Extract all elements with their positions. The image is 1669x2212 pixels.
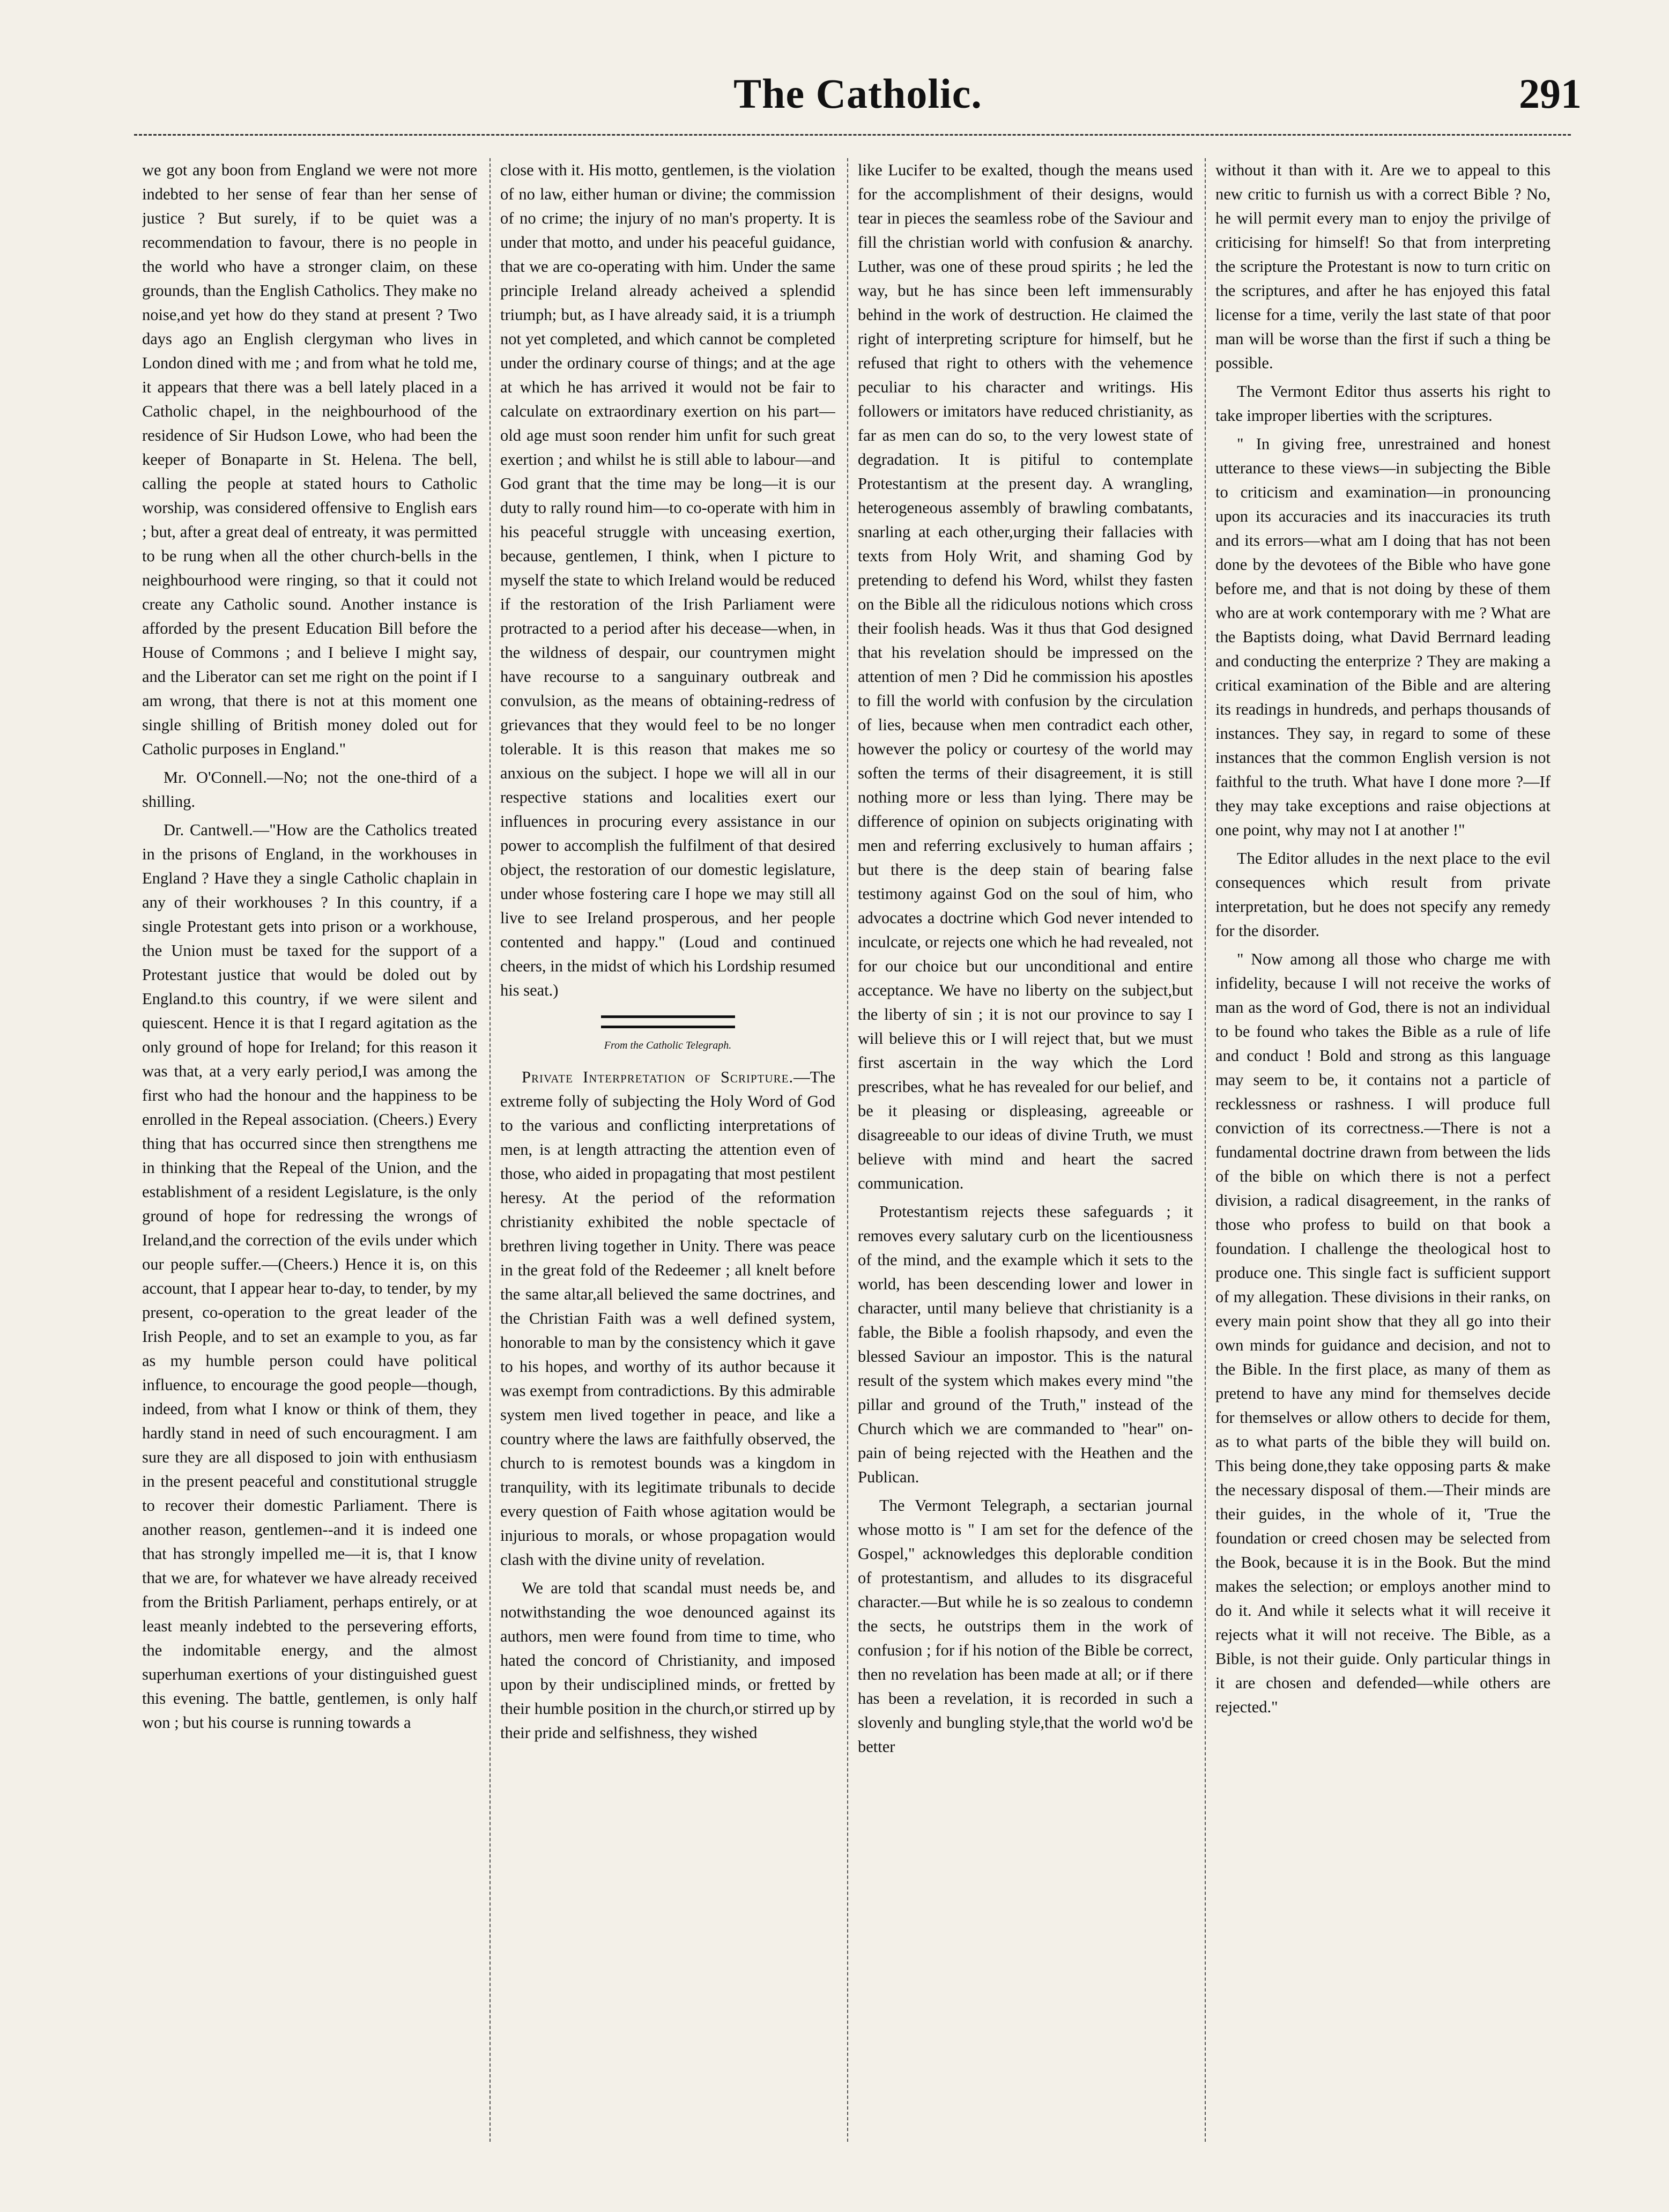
paragraph: The Vermont Telegraph, a sectarian journal whose motto is " I am set for the defence of the Gospel," acknowledges this deplorable condition of protestantism, and alludes to its disgraceful character.—But while he is so zealous to condemn the sects, he outstrips them in the work of confusion ; for if his notion of the Bible be correct, then no revelation has been made at all; or if there has been a revelation, it is recorded in such a slovenly and bungling style,that the world wo'd be better bbox=[858, 1496, 1193, 1756]
article-source: From the Catholic Telegraph. bbox=[604, 1040, 732, 1051]
column-1 bbox=[142, 158, 477, 2142]
column-divider bbox=[847, 158, 848, 2142]
column-divider bbox=[489, 158, 491, 2142]
paragraph: " In giving free, unrestrained and honest utterance to these views—in subjecting the Bible to criticism and examination—in pronouncing upon its accuracies and its inaccuracies its truth and its errors—what am I doing that has not been done by the devotees of the Bible who have gone before me, and that is not doing by these of them who are at work contemporary with me ? What are the Baptists doing, what David Berrnard leading and conducting the enterprize ? They are making a critical examination of the Bible and are altering its readings in hundreds, and perhaps thousands of instances. They say, in regard to some of these instances that the common English version is not faithful to the truth. What have I done more ?—If they may take exceptions and raise objections at one point, why may not I at another !" bbox=[1215, 435, 1551, 839]
paragraph bbox=[500, 1065, 835, 1572]
page-title: The Catholic. bbox=[733, 70, 982, 117]
paragraph: Dr. Cantwell.—"How are the Catholics treated in the prisons of England, in the workhouses in England ? Have they a single Catholic chaplain in any of their workhouses ? In this country, if a single Protestant gets into prison or a workhouse, the Union must be taxed for the support of a Protestant justice that would be doled out by England.to this country, if we were silent and quiescent. Hence it is that I regard agitation as the only ground of hope for Ireland; for this reason it was that, at a very early period,I was among the first who had the honour and the happiness to be enrolled in the Repeal association. (Cheers.) Every thing that has occurred since then strengthens me in thinking that the Repeal of the Union, and the establishment of a resident Legislature, is the only ground of hope for redressing the wrongs of Ireland,and the correction of the evils under which our people suffer.—(Cheers.) Hence it is, on this account, that I appear hear to-day, to tender, by my present, co-operation to the great leader of the Irish People, and to set an example to you, as far as my humble person could have political influence, to encourage the good people—though, indeed, from what I know or think of them, they hardly stand in need of such encouragment. I am sure they are all disposed to join with enthusiasm in the present peaceful and constitutional struggle to recover their domestic Parliament. There is another reason, gentlemen--and it is indeed one that has strongly impelled me—it is, that I know that we are, for whatever we have already received from the British Parliament, perhaps entirely, or at least meanly indebted to the persevering efforts, the indomitable energy, and the almost superhuman exertions of your distinguished guest this evening. The battle, gentlemen, is only half won ; but his course is running towards a bbox=[142, 821, 477, 1732]
paragraph: like Lucifer to be exalted, though the means used for the accomplishment of their designs, would tear in pieces the seamless robe of the Saviour and fill the christian world with confusion & anarchy. Luther, was one of these proud spirits ; he led the way, but he has since been left immensurably behind in the work of destruction. He claimed the right of interpreting scripture for himself, but he refused that right to others with the vehemence peculiar to his character and writings. His followers or imitators have reduced christianity, as far as men can do so, to the very lowest state of degradation. It is pitiful to contemplate Protestantism at the present day. A wrangling, heterogeneous assembly of brawling combatants, snarling at each other,urging their fallacies with texts from Holy Writ, and shaming God by pretending to defend his Word, whilst they fasten on the Bible all the ridiculous notions which cross their foolish heads. Was it thus that God designed that his revelation should be impressed on the attention of men ? Did he commission his apostles to fill the world with confusion by the circulation of lies, because when men contradict each other, however the policy or courtesy of the world may soften the terms of their disagreement, it is still nothing more or less than lying. There may be difference of opinion on subjects originating with men and referring exclusively to human affairs ; but there is the deep stain of bearing false testimony against God on the soul of him, who advocates a doctrine which God never intended to inculcate, or rejects one which he had revealed, not for our choice but our unconditional and entire acceptance. We have no liberty on the subject,but the liberty of sin ; it is not our province to say I will believe this or I will reject that, but we must first ascertain in the way which the Lord prescribes, what he has revealed for our belief, and be it pleasing or displeasing, agreeable or disagreeable to our ideas of divine Truth, we must believe with mind and heart the sacred communication. bbox=[858, 161, 1193, 1192]
section-rule bbox=[601, 1015, 735, 1028]
column-divider bbox=[1205, 158, 1206, 2142]
page-number: 291 bbox=[1519, 70, 1582, 117]
paragraph: we got any boon from England we were not more indebted to her sense of fear than her sense of justice ? But surely, if to be quiet was a recommendation to favour, there is no people in the world who have a stronger claim, on these grounds, than the English Catholics. They make no noise,and yet how do they stand at present ? Two days ago an English clergyman who lives in London dined with me ; and from what he told me, it appears that there was a bell lately placed in a Catholic chapel, in the neighbourhood of the residence of Sir Hudson Lowe, who had been the keeper of Bonaparte in St. Helena. The bell, calling the people at stated hours to Catholic worship, was considered offensive to English ears ; but, after a great deal of entreaty, it was permitted to be rung when all the other church-bells in the neighbourhood were ringing, so that it could not create any Catholic sound. Another instance is afforded by the present Education Bill before the House of Commons ; and I believe I might say, and the Liberator can set me right on the point if I am wrong, that there is not at this moment one single shilling of British money doled out for Catholic purposes in England." bbox=[142, 161, 477, 758]
paragraph: Mr. O'Connell.—No; not the one-third of a shilling. bbox=[142, 768, 477, 811]
column-3 bbox=[858, 158, 1193, 2142]
masthead bbox=[134, 70, 1582, 129]
column-4 bbox=[1215, 158, 1551, 2142]
paragraph: We are told that scandal must needs be, and notwithstanding the woe denounced against its authors, men were found from time to time, who hated the concord of Christianity, and imposed upon by their undisciplined minds, or fretted by their humble position in the church,or stirred up by their pride and selfishness, they wished bbox=[500, 1579, 835, 1742]
paragraph: The Editor alludes in the next place to the evil consequences which result from private interpretation, but he does not specify any remedy for the disorder. bbox=[1215, 849, 1551, 940]
column-2 bbox=[500, 158, 835, 2142]
paragraph: " Now among all those who charge me with infidelity, because I will not receive the works of man as the word of God, there is not an individual to be found who takes the Bible as a rule of life and conduct ! Bold and strong as this language may seem to be, it contains not a particle of recklessness or rashness. I will produce full conviction of its correctness.—There is not a fundamental doctrine drawn from between the lids of the bible on which there is not a perfect division, a radical disagreement, in the ranks of those who profess to build on that book a foundation. I challenge the theological host to produce one. This single fact is sufficient support of my allegation. These divisions in their ranks, on every main point show that they all go into their own minds for guidance and decision, and not to the Bible. In the first place, as many of them as pretend to have any mind for themselves decide for themselves or allow others to decide for them, as to what parts of the bible they will build on. This being done,they take opposing parts & make the necessary disposal of them.—Their minds are their guides, in the whole of it, 'True the foundation or creed chosen may be selected from the Book, because it is in the Book. But the mind makes the selection; or employs another mind to do it. And while it selects what it will receive it rejects what it will not receive. The Bible, as a Bible, is not their guide. Only particular things in it are chosen and defended—while others are rejected." bbox=[1215, 950, 1551, 1716]
paragraph: The Vermont Editor thus asserts his right to take improper liberties with the scriptures. bbox=[1215, 382, 1551, 425]
article-text: —The extreme folly of subjecting the Holy Word of God to the various and conflicting interpretations of men, is at length attracting the attention even of those, who aided in propagating that most pestilent heresy. At the period of the reformation christianity exhibited the noble spectacle of brethren living together in Unity. There was peace in the great fold of the Redeemer ; all knelt before the same altar,all believed the same doctrines, and the Christian Faith was a well defined system, honorable to man by the consistency which it gave to his hopes, and worthy of its author because it was exempt from contradictions. By this admirable system men lived together in peace, and like a country where the laws are faithfully observed, the church to is remotest bounds was a kingdom in tranquility, with its legitimate tribunals to decide every question of Faith whose agitation would be injurious to morals, or whose propagation would clash with the divine unity of revelation. bbox=[500, 1068, 835, 1569]
paragraph: Protestantism rejects these safeguards ; it removes every salutary curb on the licentiousness of the mind, and the example which it sets to the world, has been descending lower and lower in character, until many believe that christianity is a fable, the Bible a foolish rhapsody, and even the blessed Saviour an impostor. This is the natural result of the system which makes every mind "the pillar and ground of the Truth," instead of the Church which we are commanded to "hear" on-pain of being rejected with the Heathen and the Publican. bbox=[858, 1203, 1193, 1486]
article-heading: Private Interpretation of Scripture. bbox=[522, 1068, 794, 1086]
paragraph: without it than with it. Are we to appeal to this new critic to furnish us with a correct Bible ? No, he will permit every man to enjoy the privilge of criticising for himself! So that from interpreting the scripture the Protestant is now to turn critic on the scriptures, and after he has enjoyed this fatal license for a time, verily the last state of that poor man will be worse than the first if such a thing be possible. bbox=[1215, 161, 1551, 372]
header-rule bbox=[134, 134, 1571, 136]
paragraph: close with it. His motto, gentlemen, is the violation of no law, either human or divine; the commission of no crime; the injury of no man's property. It is under that motto, and under his peaceful guidance, that we are co-operating with him. Under the same principle Ireland already acheived a splendid triumph; but, as I have already said, it is a triumph not yet completed, and which cannot be completed under the ordinary course of things; and at the age at which he has arrived it would not be fair to calculate on extraordinary exertion on his part—old age must soon render him unfit for such great exertion ; and whilst he is still able to labour—and God grant that the time may be long—it is our duty to rally round him—to co-operate with him in his peaceful struggle with unceasing exertion, because, gentlemen, I think, when I picture to myself the state to which Ireland would be reduced if the restoration of the Irish Parliament were protracted to a period after his decease—when, in the wildness of despair, our countrymen might have recourse to a sanguinary outbreak and convulsion, as the means of obtaining-redress of grievances that they would feel to be no longer tolerable. It is this reason that makes me so anxious on the subject. I hope we will all in our respective stations and localities exert our influences in procuring every assistance in our power to accomplish the fulfilment of that desired object, the restoration of our domestic legislature, under whose fostering care I hope we may still all live to see Ireland prosperous, and her people contented and happy." (Loud and continued cheers, in the midst of which his Lordship resumed his seat.) bbox=[500, 161, 835, 999]
text-columns bbox=[142, 158, 1568, 2142]
